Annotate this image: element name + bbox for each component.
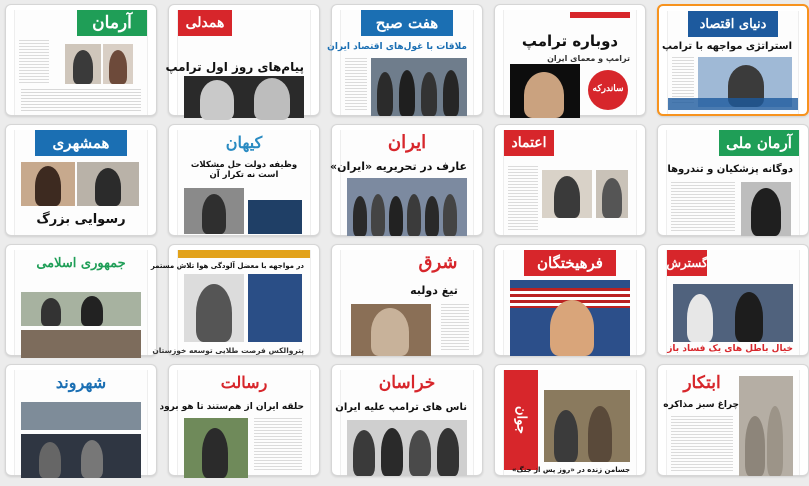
front-photo [65,44,101,84]
front-photo [184,188,244,234]
newspaper-card[interactable] [5,124,157,236]
newspaper-card[interactable] [331,364,483,476]
masthead: کیهان [225,133,263,152]
front-photo [248,274,302,342]
front-page [14,10,148,115]
masthead: جمهوری اسلامی [36,255,126,271]
front-photo [184,274,244,342]
front-photo [739,376,793,476]
newspaper-card-selected[interactable] [657,4,809,116]
masthead: گسترش [667,250,707,276]
front-page [165,10,311,115]
front-page [14,130,148,235]
front-page [335,370,474,475]
front-page [14,250,148,355]
front-photo [741,182,791,236]
front-photo [347,178,467,236]
front-photo [21,330,141,358]
text-column [254,418,302,471]
front-photo [351,304,431,356]
front-photo [77,162,139,206]
front-photo [184,418,248,478]
front-page [503,250,637,355]
newspaper-card[interactable] [657,364,809,476]
front-page [503,130,637,235]
masthead: فرهیختگان [524,250,616,276]
front-page [661,11,799,114]
newspaper-card[interactable] [159,364,320,476]
text-column [345,58,367,111]
masthead-bar [570,12,630,18]
front-page [327,10,474,115]
text-column [671,416,733,471]
masthead: رسالت [220,373,268,392]
front-page [340,250,474,355]
front-page [503,370,637,475]
front-photo [184,76,304,118]
front-photo [510,280,630,356]
newspaper-card[interactable] [657,244,809,356]
text-column [441,304,469,351]
text-columns [21,89,141,111]
front-page [503,10,637,115]
front-photo [21,402,141,430]
text-column [672,57,694,104]
headline: در مواجهه با معضل آلودگی هوا تلاش مستمر [150,262,304,270]
masthead-bar [178,250,310,258]
front-photo [596,170,628,218]
headline: جسامن زنده در «روز پس از جنگ» [512,466,630,474]
masthead: آرمان ملی [719,130,799,156]
newspaper-card[interactable] [494,364,646,476]
headline: عارف در تحریریه «ایران» [329,160,467,173]
headline: رسوایی بزرگ [36,212,126,227]
masthead: ایران [387,132,427,153]
newspaper-card[interactable] [168,124,320,236]
headline: حلقه ایران از هم‌ستند تا هو برود [159,402,304,412]
newspaper-card[interactable] [5,4,157,116]
headline: وظیفه دولت حل مشکلات است نه تکرار آن [190,160,298,181]
subheadline: پتروالکس فرصت طلایی توسعه خوزستان [152,346,304,355]
masthead: دنیای اقتصاد [688,11,778,37]
headline: تیغ دولبه [410,284,458,297]
masthead: ابتکار [683,372,721,393]
masthead: خراسان [378,372,436,393]
front-page [159,370,311,475]
front-page [663,370,800,475]
front-photo [510,64,580,118]
front-page [14,370,148,475]
front-photo [21,162,75,206]
front-photo [248,200,302,234]
text-column [508,166,538,231]
newspaper-card[interactable] [494,4,646,116]
masthead: همشهری [35,130,127,156]
newspaper-card[interactable] [331,244,483,356]
front-photo [673,284,793,342]
headline: دوگانه پزشکیان و تندروها [667,164,793,175]
newspaper-card[interactable] [5,244,157,356]
front-page [666,250,800,355]
front-photo [103,44,133,84]
headline: چراغ سبز مذاکره [663,400,739,410]
headline: دوباره ترامپ [521,32,619,50]
headline: استراتژی مواجهه با ترامپ [661,41,792,52]
masthead: اعتماد [504,130,554,156]
newspaper-card[interactable] [327,4,483,116]
masthead: جوان [504,370,538,470]
footer-band [668,98,798,110]
masthead: هفت صبح [361,10,453,36]
headline: خیال باطل های یک فساد باز [667,344,793,354]
newspaper-card[interactable] [165,4,320,116]
masthead: شهروند [55,373,107,392]
subheadline: ترامپ و معمای ایران [547,54,630,63]
headline: ملاقات با غول‌های اقتصاد ایران [327,42,467,52]
headline: ناس های ترامپ علیه ایران [335,402,467,413]
front-photo [371,58,467,116]
newspaper-card[interactable] [494,244,646,356]
masthead: همدلی [178,10,232,36]
front-photo [21,292,141,326]
front-photo [544,390,630,462]
text-column [19,40,49,85]
front-page [177,130,311,235]
front-page [150,250,311,355]
newspaper-card[interactable] [657,124,809,236]
newspaper-card[interactable] [494,124,646,236]
front-photo [542,170,592,218]
text-column [671,182,735,231]
front-photo [347,420,467,476]
front-page [666,130,800,235]
front-photo [21,434,141,478]
masthead: شرق [418,252,458,273]
newspaper-card[interactable] [5,364,157,476]
newspaper-card[interactable] [331,124,483,236]
newspaper-card[interactable] [150,244,320,356]
special-seal: ساندرکه [588,70,628,110]
masthead: آرمان [77,10,147,36]
front-page [329,130,474,235]
headline: پیام‌های روز اول ترامپ [165,60,304,74]
